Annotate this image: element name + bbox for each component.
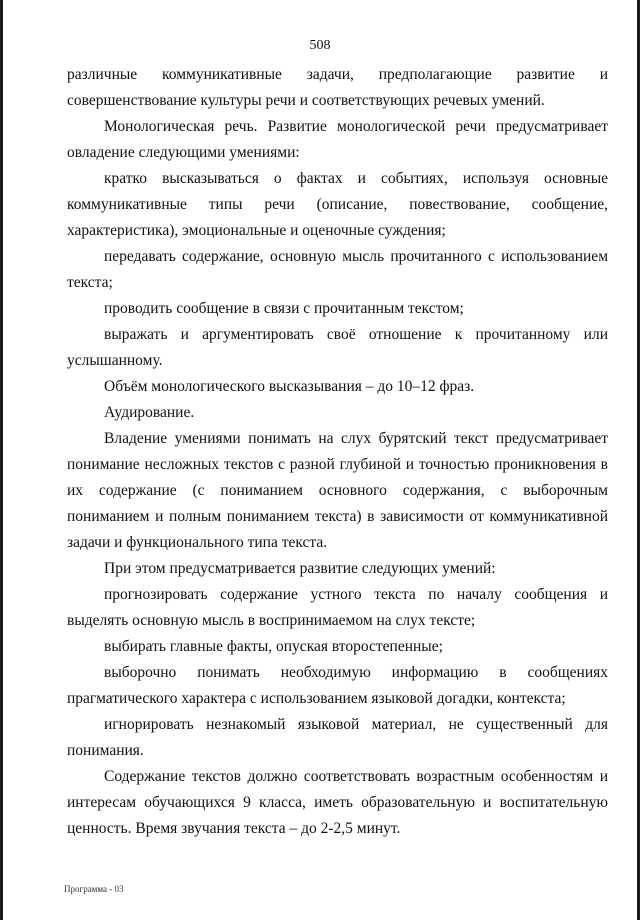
paragraph: выражать и аргументировать своё отношение к прочитанному или услышанному. [67, 326, 608, 369]
paragraph: различные коммуникативные задачи, предполагающие развитие и совершенствование культуры речи и соответствующих речевых умений. [67, 66, 608, 109]
paragraph: Объём монологического высказывания – до 10–12 фраз. [104, 378, 475, 395]
paragraph: При этом предусматривается развитие следующих умений: [104, 560, 496, 577]
paragraph: игнорировать незнакомый языковой материал, не существенный для понимания. [67, 716, 608, 759]
paragraph: выборочно понимать необходимую информацию в сообщениях прагматического характера с использованием языковой догадки, контекста; [67, 664, 608, 707]
paragraph: прогнозировать содержание устного текста по началу сообщения и выделять основную мысль в воспринимаемом на слух тексте; [67, 586, 608, 629]
paragraph: кратко высказываться о фактах и событиях, используя основные коммуникативные типы речи (описание, повествование, сообщение, характеристика), эмоциональные и оценочные суждения; [67, 170, 608, 239]
paragraph: Владение умениями понимать на слух бурятский текст предусматривает понимание несложных текстов с разной глубиной и точностью проникновения в их содержание (с пониманием основного содержания, с выборочным пониманием и полным пониманием текста) в зависимости от коммуникативной задачи и функционального типа текста. [67, 430, 608, 551]
paragraph: проводить сообщение в связи с прочитанным текстом; [104, 300, 464, 317]
page-number: 508 [309, 38, 331, 53]
paragraph: передавать содержание, основную мысль прочитанного с использованием текста; [67, 248, 608, 291]
footer-label: Программа - 03 [64, 884, 124, 894]
paragraph: Содержание текстов должно соответствовать возрастным особенностям и интересам обучающихся 9 класса, иметь образовательную и воспитательную ценность. Время звучания текста – до 2-2,5 минут. [67, 768, 608, 837]
section-heading: Аудирование. [104, 404, 195, 421]
paragraph: выбирать главные факты, опуская второстепенные; [104, 638, 443, 655]
paragraph: Монологическая речь. Развитие монологической речи предусматривает овладение следующими умениями: [67, 118, 608, 161]
scan-left-edge [0, 0, 3, 920]
document-body [67, 62, 608, 842]
